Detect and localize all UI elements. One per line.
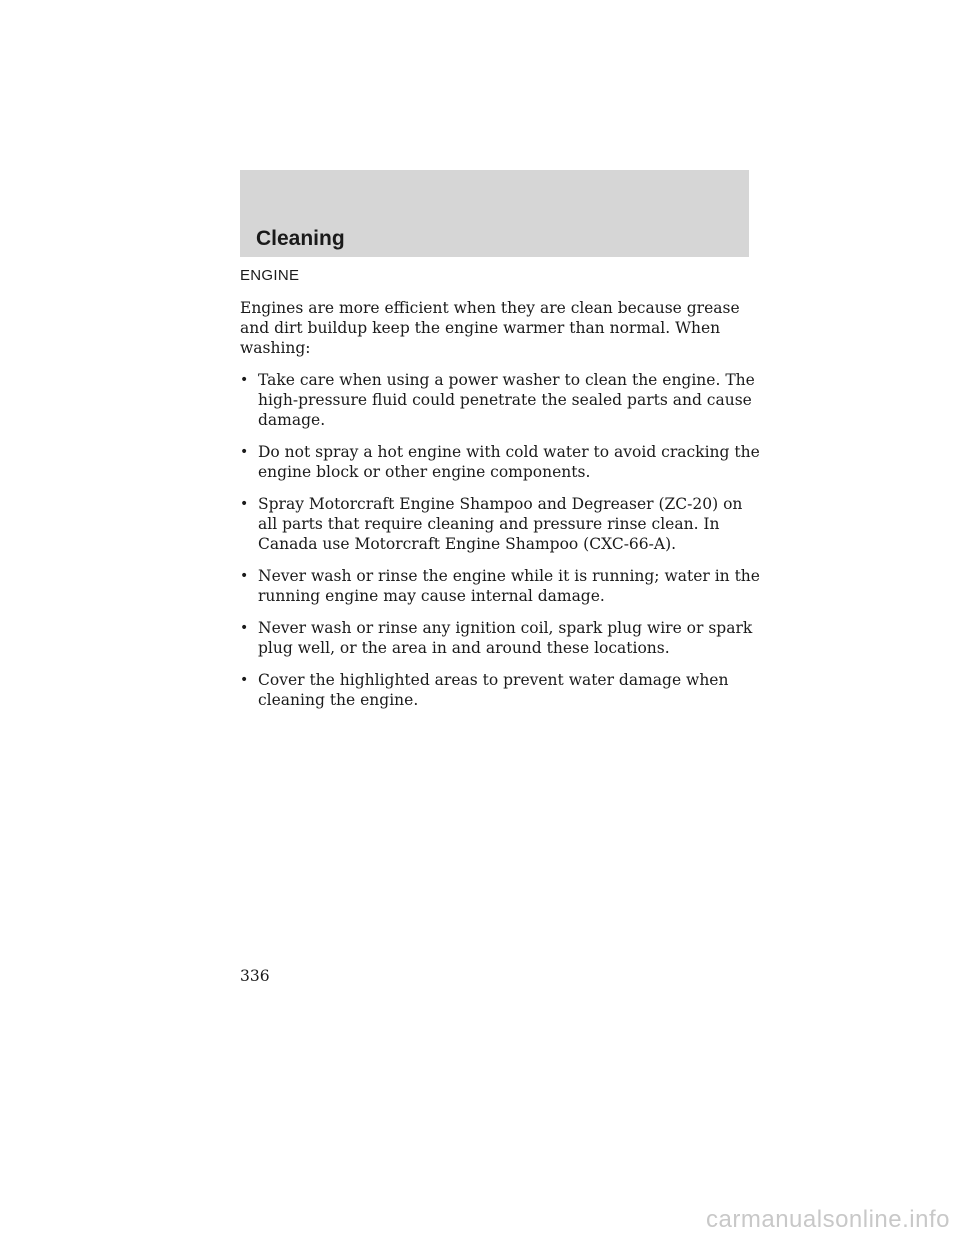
list-item-text: Never wash or rinse any ignition coil, spark plug wire or spark plug well, or the area in and around these locations. xyxy=(258,619,753,657)
page-number: 336 xyxy=(240,967,270,985)
list-item-text: Never wash or rinse the engine while it is running; water in the running engine may cause internal damage. xyxy=(258,567,760,605)
page-content xyxy=(240,266,760,722)
list-item-text: Spray Motorcraft Engine Shampoo and Degreaser (ZC-20) on all parts that require cleaning and pressure rinse clean. In Canada use Motorcraft Engine Shampoo (CXC-66-A). xyxy=(258,495,743,553)
section-header xyxy=(240,170,749,257)
watermark-link[interactable]: carmanualsonline.info xyxy=(706,1206,950,1233)
bullet-icon: • xyxy=(240,568,249,584)
list-item-text: Do not spray a hot engine with cold water to avoid cracking the engine block or other engine components. xyxy=(258,443,760,481)
bullet-icon: • xyxy=(240,372,249,388)
section-title: Cleaning xyxy=(256,227,345,250)
bullet-list xyxy=(240,370,760,710)
list-item-text: Take care when using a power washer to clean the engine. The high-pressure fluid could penetrate the sealed parts and cause damage. xyxy=(258,371,755,429)
list-item xyxy=(240,494,760,554)
bullet-icon: • xyxy=(240,672,249,688)
intro-paragraph: Engines are more efficient when they are clean because grease and dirt buildup keep the engine warmer than normal. When washing: xyxy=(240,299,740,357)
bullet-icon: • xyxy=(240,620,249,636)
list-item xyxy=(240,566,760,606)
bullet-icon: • xyxy=(240,444,249,460)
list-item xyxy=(240,370,760,430)
list-item-text: Cover the highlighted areas to prevent water damage when cleaning the engine. xyxy=(258,671,729,709)
list-item xyxy=(240,670,760,710)
list-item xyxy=(240,618,760,658)
bullet-icon: • xyxy=(240,496,249,512)
section-heading: ENGINE xyxy=(240,267,300,284)
list-item xyxy=(240,442,760,482)
